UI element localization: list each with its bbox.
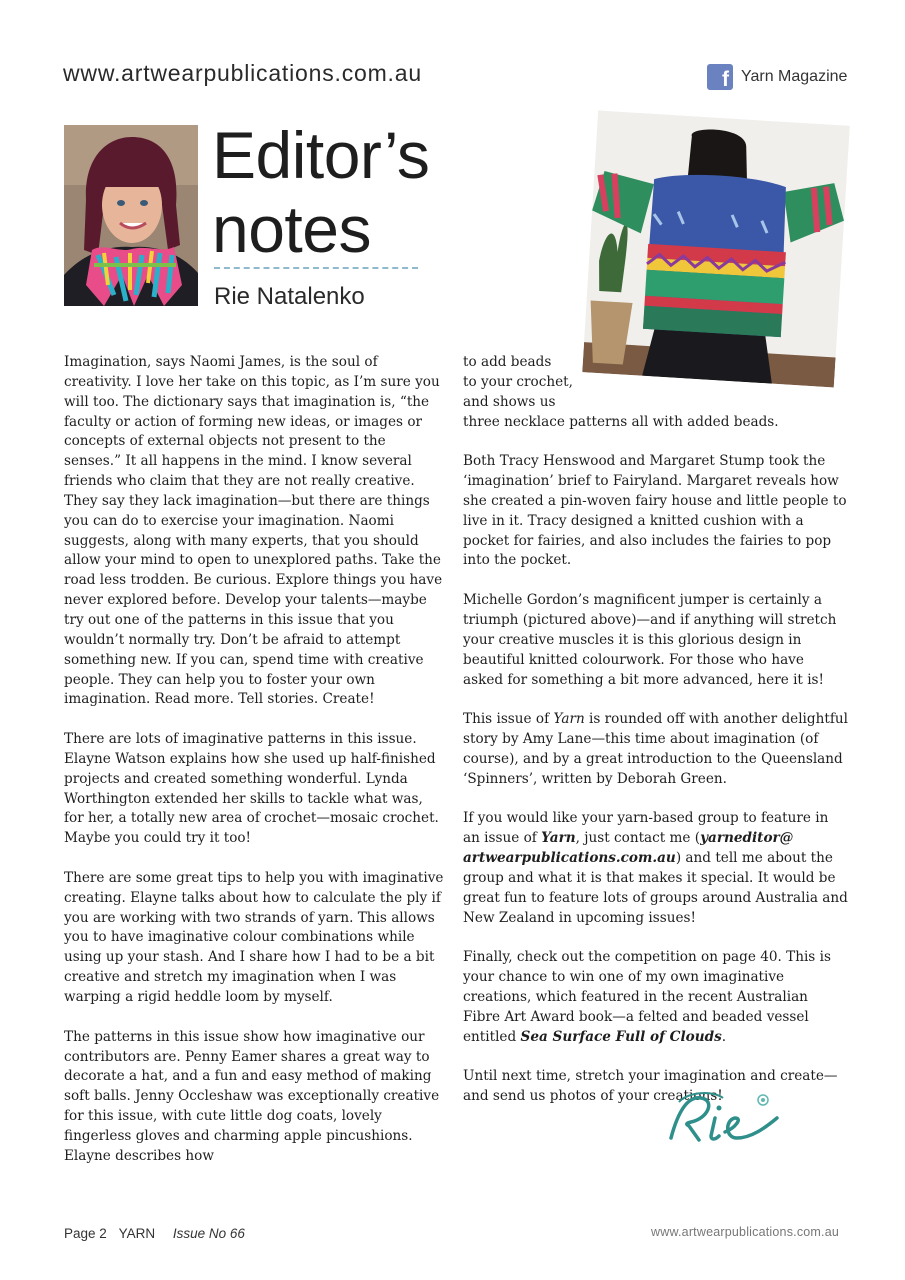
body-paragraph (463, 809, 848, 928)
jumper-illustration (582, 111, 850, 388)
text-run: This issue of (463, 711, 554, 728)
body-paragraph: Michelle Gordon’s magnificent jumper is certainly a triumph (pictured above)—and if anything will stretch your creative muscles it is this glorious design in beautiful knitted colourwork. For those who have asked for something a bit more advanced, here it is! (463, 592, 837, 688)
body-paragraph (463, 948, 848, 1047)
signature (665, 1088, 789, 1152)
feature-photo (582, 111, 850, 388)
site-url[interactable]: www.artwearpublications.com.au (63, 60, 422, 86)
body-paragraph: There are lots of imaginative patterns in this issue. Elayne Watson explains how she used up half-finished projects and created something wonderful. Lynda Worthington extended her skills to tackle what was, for her, a totally new area of crochet—mosaic crochet. Maybe you could try it too! (64, 731, 439, 847)
page-number: Page 2 (64, 1226, 107, 1241)
magazine-title: YARN (118, 1226, 156, 1241)
author-name: Rie Natalenko (214, 283, 365, 310)
wrap-line: to your crochet, (463, 373, 573, 390)
text-run: , just contact me ( (575, 830, 701, 847)
body-paragraph: The patterns in this issue show how imaginative our contributors are. Penny Eamer shares a great way to decorate a hat, and a fun and easy method of making soft balls. Jenny Occleshaw was exceptionally creative for this issue, with cute little dog coats, lovely fingerless gloves and charming apple pincushions. Elayne describes how (64, 1028, 440, 1164)
editor-portrait-illustration (64, 125, 198, 306)
text-run: If you would like your yarn-based group to feature in an issue of (463, 810, 829, 847)
title-line-1: Editor’s (212, 118, 430, 192)
editor-photo (64, 125, 198, 306)
text-run: . (721, 1028, 727, 1045)
wrap-line: and shows us (463, 393, 556, 410)
text-run: ) and tell me about the group and what it is that makes it special. It would be great fun to feature lots of groups around Australia and New Zealand in upcoming issues! (463, 850, 848, 926)
email-link[interactable]: yarneditor@ artwearpublications.com.au (463, 830, 794, 867)
facebook-icon: f (707, 64, 733, 90)
body-paragraph (463, 353, 848, 432)
artwork-title: Sea Surface Full of Clouds (520, 1028, 722, 1045)
text-run: is rounded off with another delightful story by Amy Lane—this time about imagination (of course), and by a great introduction to the Queensland ‘Spinners’, written by Deborah Green. (463, 711, 848, 787)
body-paragraph: Until next time, stretch your imagination and create—and send us photos of your creations! (463, 1068, 838, 1105)
title-line-2: notes (212, 192, 371, 266)
right-column (463, 353, 848, 1127)
footer-url[interactable]: www.artwearpublications.com.au (651, 1225, 840, 1239)
body-paragraph (463, 710, 848, 789)
magazine-name: Yarn (541, 830, 576, 847)
left-column (64, 353, 446, 1186)
wrap-line: to add beads (463, 354, 552, 370)
facebook-label: Yarn Magazine (741, 68, 848, 85)
body-paragraph: There are some great tips to help you with imaginative creating. Elayne talks about how to calculate the ply if you are working with two strands of yarn. This allows you to have imaginative colour combinations while using up your stash. And I share how I had to be a bit creative and stretch my imagination when I was warping a rigid heddle loom by myself. (64, 869, 444, 1005)
body-paragraph: Both Tracy Henswood and Margaret Stump took the ‘imagination’ brief to Fairyland. Margaret reveals how she created a pin-woven fairy house and little people to live in it. Tracy designed a knitted cushion with a pocket for fairies, and also includes the fairies to pop into the pocket. (463, 453, 847, 569)
footer-left (64, 1226, 245, 1241)
signature-graphic (665, 1088, 789, 1148)
issue-number: Issue No 66 (172, 1226, 245, 1241)
title-divider (214, 267, 418, 269)
body-paragraph: Imagination, says Naomi James, is the soul of creativity. I love her take on this topic, as I’m sure you will too. The dictionary says that imagination is, “the faculty or action of forming new ideas, or images or concepts of external objects not present to the senses.” It all happens in the mind. I know several friends who claim that they are not really creative. They say they lack imagination—but there are things you can do to exercise your imagination. Naomi suggests, along with many experts, that you should allow your mind to open to unexplored paths. Take the road less trodden. Be curious. Explore things you have never explored before. Develop your talents—maybe try out one of the patterns in this issue that you wouldn’t normally try. Don’t be afraid to attempt something new. If you can, spend time with creative people. They can help you to foster your own imagination. Read more. Tell stories. Create! (64, 354, 443, 708)
paragraph-end: three necklace patterns all with added beads. (463, 413, 779, 430)
page-title (212, 118, 429, 266)
magazine-name: Yarn (553, 711, 585, 728)
text-run: Finally, check out the competition on page 40. This is your chance to win one of my own imaginative creations, which featured in the recent Australian Fibre Art Award book—a felted and beaded vessel entitled (463, 949, 831, 1045)
facebook-link[interactable] (707, 64, 847, 90)
